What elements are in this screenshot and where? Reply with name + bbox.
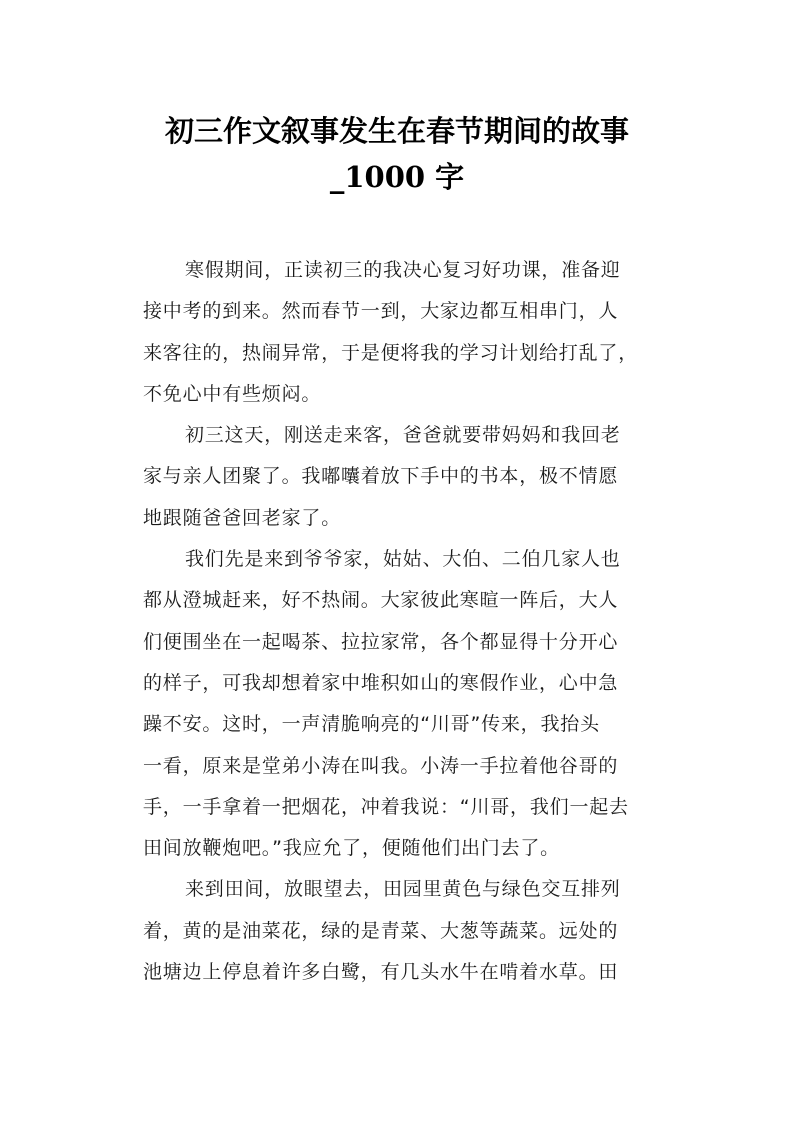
paragraph-2 — [143, 415, 665, 539]
text-line: 地跟随爸爸回老家了。 — [143, 506, 342, 529]
text-line: 池塘边上停息着许多白鹭，有几头水牛在啃着水草。田 — [143, 961, 619, 984]
text-line: 来客往的，热闹异常，于是便将我的学习计划给打乱了， — [143, 341, 639, 364]
paragraph-1 — [143, 250, 665, 415]
paragraph-3 — [143, 539, 665, 869]
text-line: 们便围坐在一起喝茶、拉拉家常，各个都显得十分开心 — [143, 630, 619, 653]
text-line: 初三这天，刚送走来客，爸爸就要带妈妈和我回老 — [185, 424, 621, 447]
text-line: 的样子，可我却想着家中堆积如山的寒假作业，心中急 — [143, 671, 619, 694]
title-line-2: _1000 字 — [329, 160, 465, 194]
text-line: 寒假期间，正读初三的我决心复习好功课，准备迎 — [185, 259, 621, 281]
title-line-1: 初三作文叙事发生在春节期间的故事 — [164, 114, 629, 148]
text-line: 手，一手拿着一把烟花，冲着我说：“川哥，我们一起去 — [143, 795, 629, 818]
text-line: 躁不安。这时，一声清脆响亮的“川哥”传来，我抬头 — [143, 713, 600, 736]
text-line: 家与亲人团聚了。我嘟囔着放下手中的书本，极不情愿 — [143, 465, 619, 488]
paragraph-4 — [143, 869, 665, 993]
text-line: 接中考的到来。然而春节一到，大家边都互相串门，人 — [143, 300, 619, 323]
document-body — [143, 250, 665, 993]
text-line: 田间放鞭炮吧。”我应允了，便随他们出门去了。 — [143, 837, 560, 860]
text-line: 着，黄的是油菜花，绿的是青菜、大葱等蔬菜。远处的 — [143, 919, 619, 942]
text-line: 来到田间，放眼望去，田园里黄色与绿色交互排列 — [185, 878, 621, 901]
text-line: 都从澄城赶来，好不热闹。大家彼此寒暄一阵后，大人 — [143, 589, 619, 612]
document-title — [100, 108, 694, 200]
text-line: 不免心中有些烦闷。 — [143, 382, 322, 405]
text-line: 一看，原来是堂弟小涛在叫我。小涛一手拉着他谷哥的 — [143, 754, 619, 777]
text-line: 我们先是来到爷爷家，姑姑、大伯、二伯几家人也 — [185, 548, 621, 571]
